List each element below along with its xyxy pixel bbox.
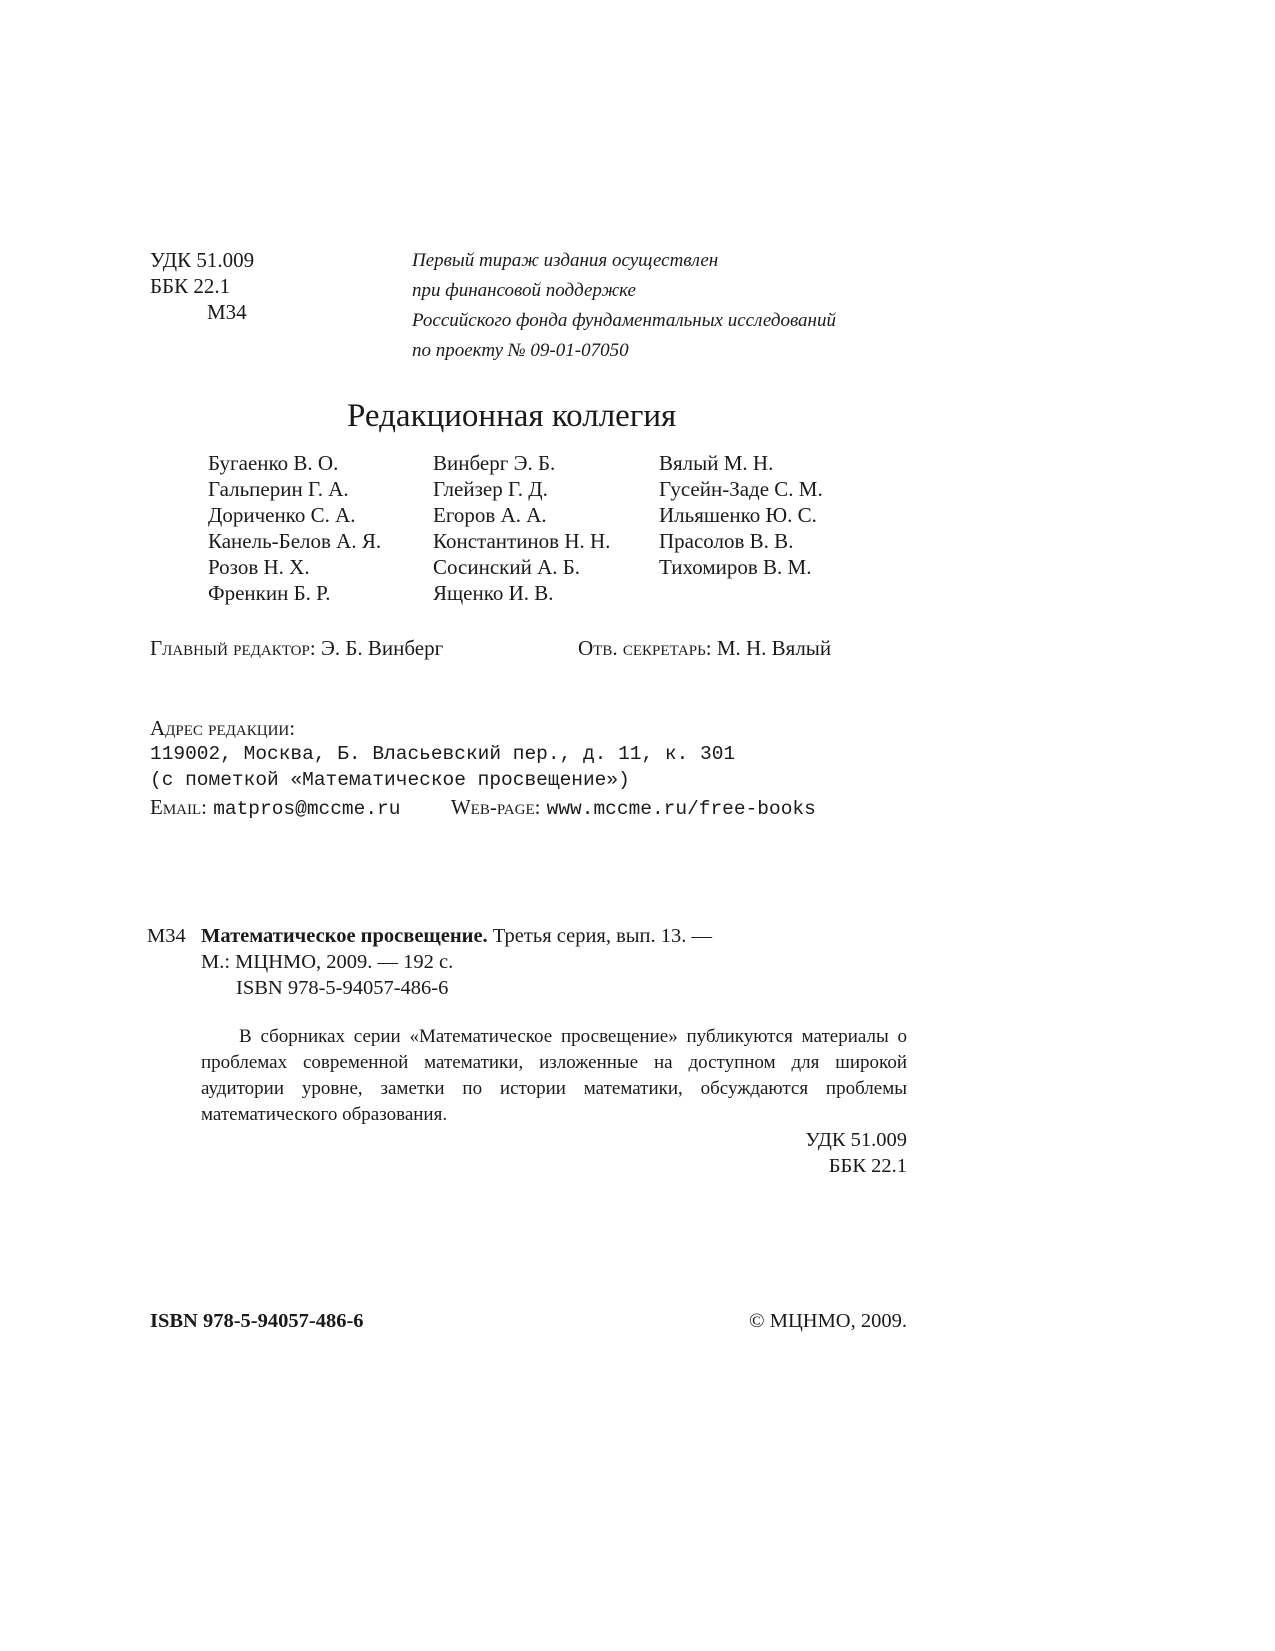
board-member: Константинов Н. Н. xyxy=(433,529,611,553)
email-label: Email: xyxy=(150,795,207,819)
address-line-1: 119002, Москва, Б. Власьевский пер., д. 11, к. 301 xyxy=(150,743,736,765)
email-link[interactable]: matpros@mccme.ru xyxy=(213,798,401,820)
address-line-2: (с пометкой «Математическое просвещение») xyxy=(150,769,630,791)
secretary-label: Отв. секретарь: xyxy=(578,636,712,660)
board-member: Гальперин Г. А. xyxy=(208,477,349,501)
board-member: Ященко И. В. xyxy=(433,581,554,605)
grant-note-line-3: Российского фонда фундаментальных исследований xyxy=(412,310,836,331)
editorial-board-title: Редакционная коллегия xyxy=(347,398,677,434)
bbk-code: ББК 22.1 xyxy=(150,274,231,298)
card-code: М34 xyxy=(147,925,186,947)
board-member: Винберг Э. Б. xyxy=(433,451,556,475)
board-member: Френкин Б. Р. xyxy=(208,581,331,605)
board-member: Глейзер Г. Д. xyxy=(433,477,548,501)
contact-line xyxy=(150,795,816,820)
address-label: Адрес редакции: xyxy=(150,716,296,740)
card-title-line xyxy=(201,925,712,948)
card-bbk: ББК 22.1 xyxy=(828,1155,907,1177)
board-member: Канель-Белов А. Я. xyxy=(208,529,382,553)
grant-note-line-2: при финансовой поддержке xyxy=(412,280,636,301)
footer-copyright: © МЦНМО, 2009. xyxy=(749,1310,907,1332)
board-member: Тихомиров В. М. xyxy=(659,555,812,579)
web-link[interactable]: www.mccme.ru/free-books xyxy=(546,798,816,820)
secretary-name: М. Н. Вялый xyxy=(716,636,832,660)
card-isbn: ISBN 978-5-94057-486-6 xyxy=(236,977,449,999)
udk-code: УДК 51.009 xyxy=(150,248,255,272)
card-abstract: В сборниках серии «Математическое просвещение» публикуются материалы о проблемах современной математики, изложенные на доступном для широкой аудитории уровне, заметки по истории математики, обсуждаются проблемы математического образования. xyxy=(201,1026,907,1125)
chief-editor-name: Э. Б. Винберг xyxy=(320,636,444,660)
board-member: Дориченко С. А. xyxy=(208,503,356,527)
board-member: Прасолов В. В. xyxy=(659,529,794,553)
footer-isbn: ISBN 978-5-94057-486-6 xyxy=(150,1310,364,1332)
card-title: Математическое просвещение. xyxy=(201,925,488,947)
chief-editor-label: Главный редактор: xyxy=(150,636,316,660)
card-imprint: М.: МЦНМО, 2009. — 192 с. xyxy=(201,951,454,973)
author-code: М34 xyxy=(207,300,247,324)
card-title-rest: Третья серия, вып. 13. — xyxy=(492,925,713,947)
board-member: Егоров А. А. xyxy=(433,503,547,527)
board-member: Гусейн-Заде С. М. xyxy=(659,477,823,501)
executive-secretary xyxy=(578,636,831,661)
board-member: Ильяшенко Ю. С. xyxy=(659,503,817,527)
grant-note-line-1: Первый тираж издания осуществлен xyxy=(412,250,719,271)
grant-note-line-4: по проекту № 09-01-07050 xyxy=(412,340,629,361)
board-member: Вялый М. Н. xyxy=(659,451,774,475)
board-member: Бугаенко В. О. xyxy=(208,451,339,475)
web-label: Web-page: xyxy=(450,795,541,819)
chief-editor xyxy=(150,636,443,661)
board-member: Розов Н. Х. xyxy=(208,555,310,579)
card-udk: УДК 51.009 xyxy=(805,1129,907,1151)
board-member: Сосинский А. Б. xyxy=(433,555,581,579)
